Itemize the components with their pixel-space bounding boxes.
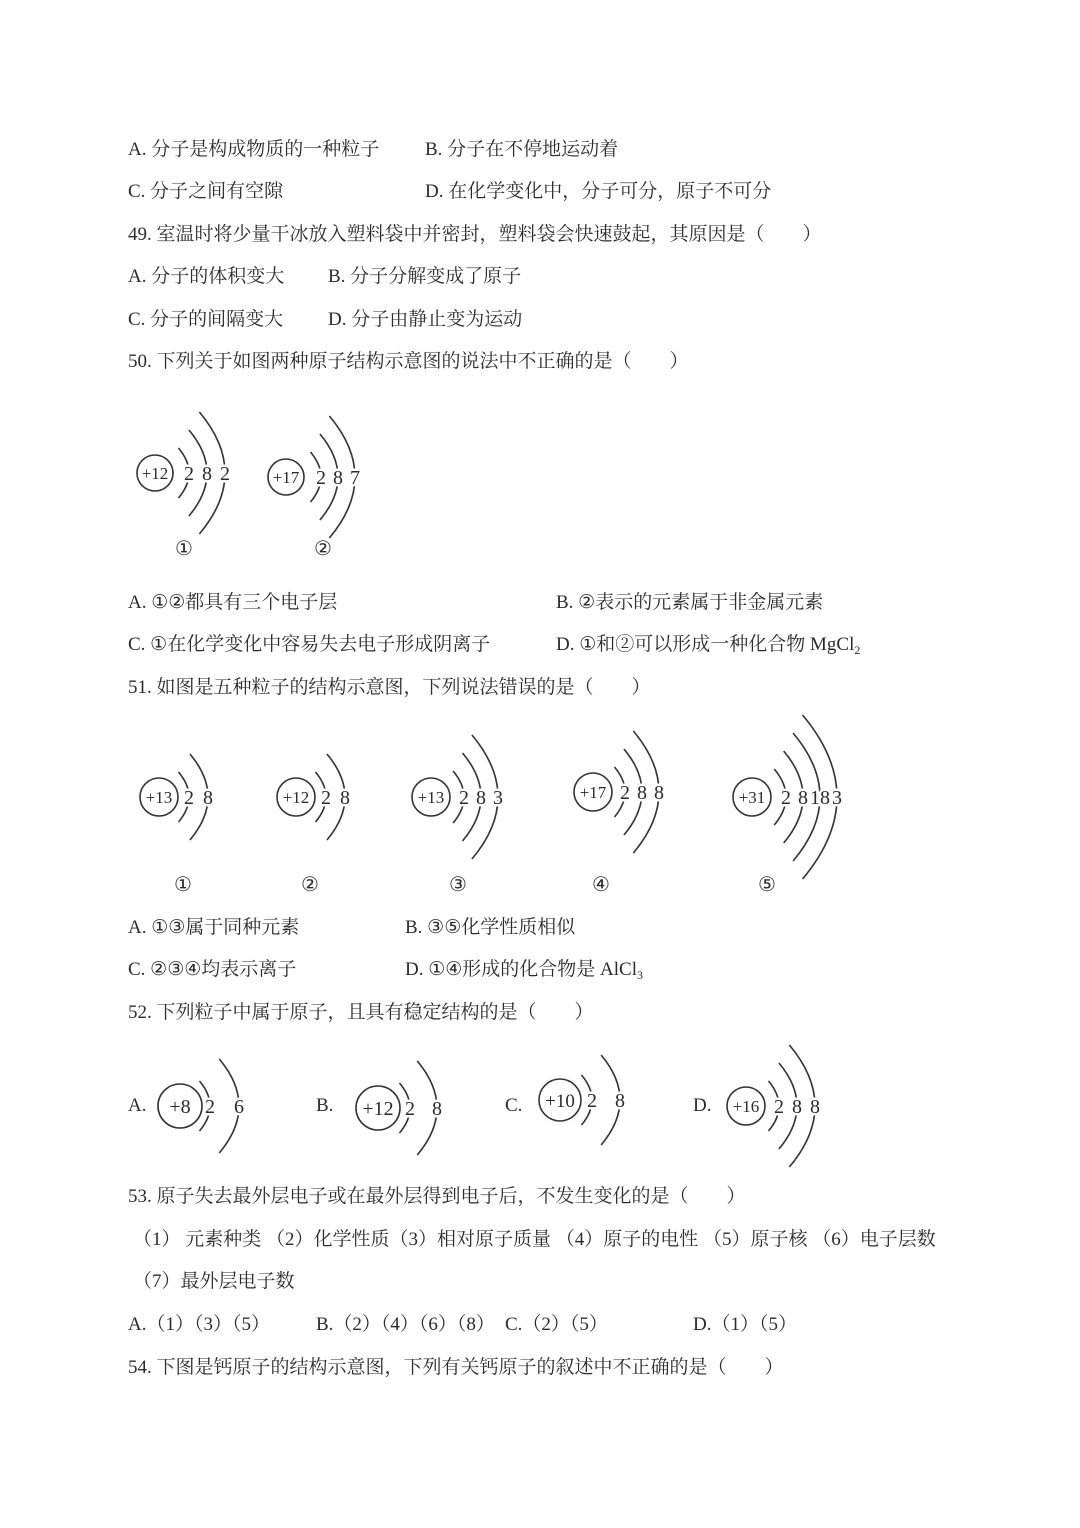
q52-atom-diagram-b <box>353 1013 493 1203</box>
q50-atom-diagram-1 <box>130 378 270 568</box>
electron-count: 2 <box>220 463 230 485</box>
electron-count: 8 <box>654 782 664 804</box>
electron-count: 18 <box>810 787 830 809</box>
q50-option-a-text: A. ①②都具有三个电子层 <box>128 592 338 613</box>
electron-count: 7 <box>350 467 360 489</box>
q53-items-line-1: （1） 元素种类 （2）化学性质（3）相对原子质量 （4）原子的电性 （5）原子核 （6）电子层数 <box>133 1229 936 1250</box>
q53-option-a: A.（1）（3）（5） <box>128 1314 270 1335</box>
nucleus-charge: +17 <box>272 468 300 487</box>
q51-diagram-label-1: ① <box>174 874 192 896</box>
q52-choice-b-letter: B. <box>316 1095 334 1116</box>
electron-count: 2 <box>184 787 194 809</box>
q51-stem: 51. 如图是五种粒子的结构示意图，下列说法错误的是（ ） <box>128 677 651 698</box>
nucleus-charge: +12 <box>362 1098 394 1120</box>
electron-count: 2 <box>774 1096 784 1118</box>
electron-count: 8 <box>476 787 486 809</box>
nucleus-charge: +10 <box>545 1091 575 1112</box>
q50-option-d-text: D. ①和②可以形成一种化合物 MgCl <box>556 634 855 655</box>
q52-choice-a-letter: A. <box>128 1095 147 1116</box>
nucleus-charge: +16 <box>732 1097 760 1116</box>
q49-option-a: A. 分子的体积变大 <box>128 266 285 287</box>
q50-stem: 50. 下列关于如图两种原子结构示意图的说法中不正确的是（ ） <box>128 351 689 372</box>
electron-count: 2 <box>459 787 469 809</box>
q51-option-a <box>128 916 299 940</box>
q51-atom-diagram-5 <box>727 702 867 892</box>
q52-stem: 52. 下列粒子中属于原子，且具有稳定结构的是（ ） <box>128 1002 594 1023</box>
electron-count: 6 <box>234 1096 244 1118</box>
q52-choice-d-letter: D. <box>693 1095 712 1116</box>
electron-count: 3 <box>493 787 503 809</box>
electron-count: 8 <box>203 787 213 809</box>
q53-option-c: C.（2）（5） <box>505 1314 608 1335</box>
q48-option-c: C. 分子之间有空隙 <box>128 181 284 202</box>
nucleus-charge: +8 <box>169 1096 191 1118</box>
q48-option-b: B. 分子在不停地运动着 <box>425 139 619 160</box>
q52-choice-c-letter: C. <box>505 1095 523 1116</box>
q52-atom-diagram-c <box>535 1005 675 1195</box>
q53-items-line-2: （7）最外层电子数 <box>133 1271 295 1292</box>
q48-option-d: D. 在化学变化中，分子可分，原子不可分 <box>425 181 772 202</box>
q48-option-a: A. 分子是构成物质的一种粒子 <box>128 139 380 160</box>
q51-diagram-label-2: ② <box>301 874 319 896</box>
q49-option-c: C. 分子的间隔变大 <box>128 309 284 330</box>
q54-stem: 54. 下图是钙原子的结构示意图，下列有关钙原子的叙述中不正确的是（ ） <box>128 1357 784 1378</box>
electron-count: 2 <box>316 467 326 489</box>
electron-count: 8 <box>202 463 212 485</box>
q50-option-b <box>556 591 823 615</box>
q51-option-d <box>405 958 643 982</box>
electron-count: 3 <box>832 787 842 809</box>
q50-option-d <box>556 633 860 657</box>
nucleus-charge: +12 <box>282 788 310 807</box>
q52-atom-diagram-a <box>155 1011 295 1201</box>
electron-count: 2 <box>184 463 194 485</box>
q51-atom-diagram-3 <box>406 702 546 892</box>
q49-option-d: D. 分子由静止变为运动 <box>328 309 523 330</box>
electron-count: 2 <box>781 787 791 809</box>
q53-option-b: B.（2）（4）（6）（8） <box>316 1314 495 1335</box>
q51-diagram-label-5: ⑤ <box>758 874 776 896</box>
q49-stem: 49. 室温时将少量干冰放入塑料袋中并密封，塑料袋会快速鼓起，其原因是（ ） <box>128 224 822 245</box>
q51-diagram-label-3: ③ <box>449 874 467 896</box>
q53-option-d: D.（1）（5） <box>693 1314 797 1335</box>
q49-option-b: B. 分子分解变成了原子 <box>328 266 522 287</box>
q51-option-b-text: B. ③⑤化学性质相似 <box>405 917 576 938</box>
q51-option-b <box>405 916 575 940</box>
electron-count: 8 <box>333 467 343 489</box>
q51-option-a-text: A. ①③属于同种元素 <box>128 917 300 938</box>
electron-count: 8 <box>792 1096 802 1118</box>
q51-option-d-subscript: 3 <box>637 968 643 982</box>
nucleus-charge: +13 <box>145 788 173 807</box>
q51-option-c-text: C. ②③④均表示离子 <box>128 959 297 980</box>
electron-count: 8 <box>798 787 808 809</box>
q51-option-c <box>128 958 296 982</box>
q50-option-a <box>128 591 337 615</box>
electron-count: 8 <box>637 782 647 804</box>
q52-atom-diagram-d <box>721 1011 861 1201</box>
q50-option-d-subscript: 2 <box>854 643 861 657</box>
electron-count: 2 <box>405 1098 415 1120</box>
q50-option-c <box>128 633 490 657</box>
electron-count: 8 <box>432 1098 442 1120</box>
q50-option-c-text: C. ①在化学变化中容易失去电子形成阴离子 <box>128 634 491 655</box>
electron-count: 2 <box>205 1096 215 1118</box>
electron-count: 8 <box>340 787 350 809</box>
electron-count: 2 <box>620 782 630 804</box>
q51-atom-diagram-4 <box>568 697 708 887</box>
nucleus-charge: +12 <box>141 464 169 483</box>
q51-option-d-text: D. ①④形成的化合物是 AlCl <box>405 959 637 980</box>
q50-diagram-label-2: ② <box>314 538 332 560</box>
electron-count: 2 <box>587 1090 597 1112</box>
electron-count: 8 <box>615 1090 625 1112</box>
nucleus-charge: +13 <box>417 788 445 807</box>
q53-stem: 53. 原子失去最外层电子或在最外层得到电子后，不发生变化的是（ ） <box>128 1186 746 1207</box>
q51-diagram-label-4: ④ <box>592 874 610 896</box>
q51-atom-diagram-1 <box>134 702 274 892</box>
nucleus-charge: +17 <box>579 783 607 802</box>
nucleus-charge: +31 <box>738 788 766 807</box>
q50-option-b-text: B. ②表示的元素属于非金属元素 <box>556 592 824 613</box>
electron-count: 8 <box>810 1096 820 1118</box>
electron-count: 2 <box>321 787 331 809</box>
q51-atom-diagram-2 <box>271 702 411 892</box>
q50-diagram-label-1: ① <box>175 538 193 560</box>
